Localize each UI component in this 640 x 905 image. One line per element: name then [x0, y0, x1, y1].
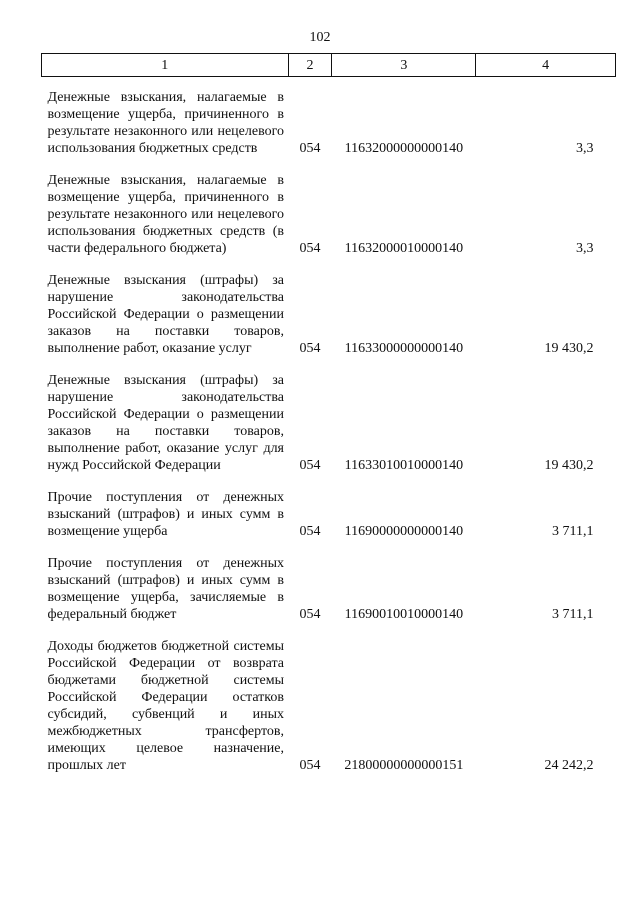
row-admin-code: 054 [299, 758, 321, 773]
table-row [42, 489, 616, 540]
row-kbk-code: 11690010010000140 [344, 607, 464, 622]
table-row [42, 89, 616, 157]
row-amount: 19 430,2 [544, 458, 594, 473]
row-description: Доходы бюджетов бюджетной системы Российской Федерации от возврата бюджетами бюджетной системы Российской Федерации остатков субсидий, субвенций и иных межбюджетных трансфертов, имеющих целевое назначение, прошлых лет [47, 639, 284, 773]
row-kbk-code: 11633000000000140 [344, 341, 464, 356]
header-col-4: 4 [476, 54, 616, 77]
row-admin-code: 054 [299, 341, 321, 356]
row-description: Денежные взыскания, налагаемые в возмещение ущерба, причиненного в результате незаконного или нецелевого использования бюджетных средств [47, 90, 284, 156]
row-amount: 19 430,2 [544, 341, 594, 356]
row-amount: 3,3 [576, 141, 594, 156]
row-amount: 24 242,2 [544, 758, 594, 773]
row-admin-code: 054 [299, 607, 321, 622]
row-kbk-code: 11632000010000140 [344, 241, 464, 256]
table-row [42, 372, 616, 474]
row-admin-code: 054 [299, 141, 321, 156]
row-kbk-code: 21800000000000151 [344, 758, 464, 773]
row-amount: 3 711,1 [552, 524, 594, 539]
row-admin-code: 054 [299, 241, 321, 256]
row-admin-code: 054 [299, 524, 321, 539]
table-row [42, 638, 616, 774]
table-row [42, 555, 616, 623]
row-kbk-code: 11633010010000140 [344, 458, 464, 473]
row-description: Денежные взыскания (штрафы) за нарушение законодательства Российской Федерации о размещении заказов на поставки товаров, выполнение работ, оказание услуг для нужд Российской Федерации [47, 373, 284, 473]
row-admin-code: 054 [299, 458, 321, 473]
table-row [42, 172, 616, 257]
row-description: Прочие поступления от денежных взысканий (штрафов) и иных сумм в возмещение ущерба, зачисляемые в федеральный бюджет [47, 556, 284, 622]
header-col-3: 3 [332, 54, 476, 77]
row-description: Денежные взыскания, налагаемые в возмещение ущерба, причиненного в результате незаконного или нецелевого использования бюджетных средств (в части федерального бюджета) [47, 173, 284, 256]
header-col-1: 1 [42, 54, 289, 77]
page-number: 102 [309, 30, 331, 45]
row-amount: 3 711,1 [552, 607, 594, 622]
row-kbk-code: 11632000000000140 [344, 141, 464, 156]
row-description: Прочие поступления от денежных взысканий (штрафов) и иных сумм в возмещение ущерба [47, 490, 284, 539]
header-col-2: 2 [288, 54, 332, 77]
row-amount: 3,3 [576, 241, 594, 256]
table-header [42, 54, 616, 77]
revenue-table [41, 53, 616, 774]
row-description: Денежные взыскания (штрафы) за нарушение законодательства Российской Федерации о размещении заказов на поставки товаров, выполнение работ, оказание услуг [47, 273, 284, 356]
row-kbk-code: 11690000000000140 [344, 524, 464, 539]
table-row [42, 272, 616, 357]
